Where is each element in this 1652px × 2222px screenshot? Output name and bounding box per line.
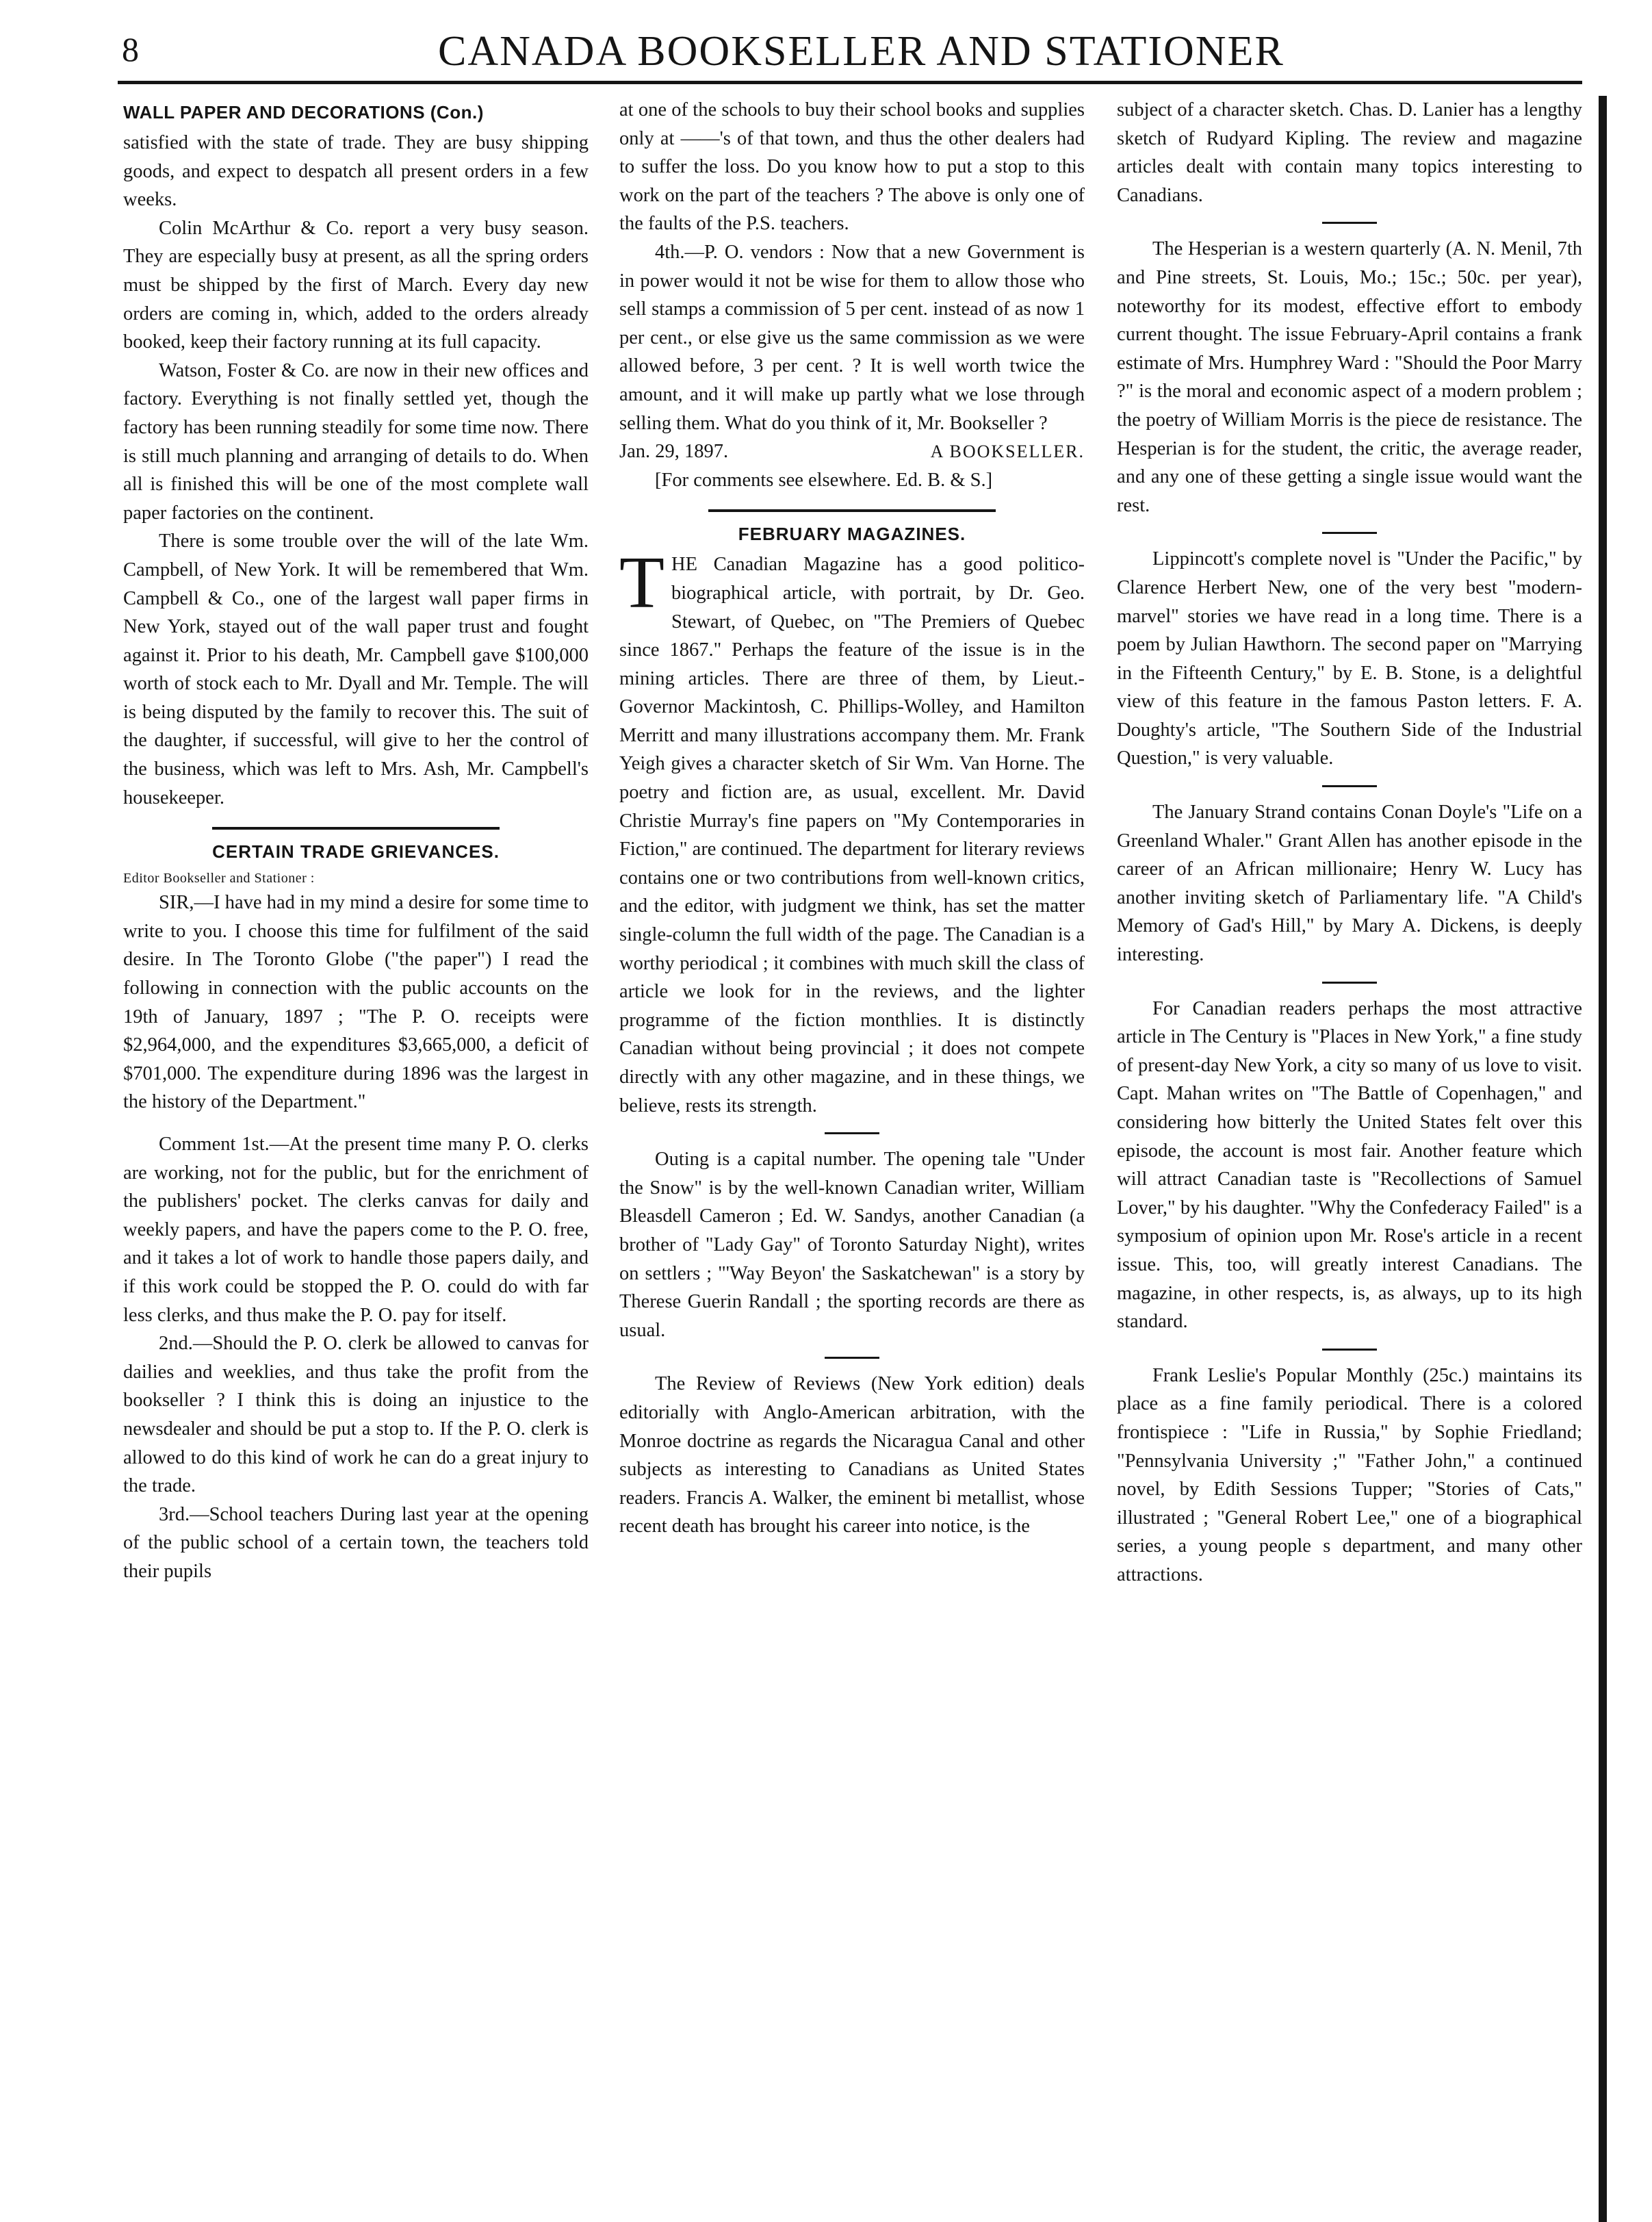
paragraph: 4th.—P. O. vendors : Now that a new Government is in power would it not be wise for them to allow those who sell stamps a commission of 5 per cent. instead of as now 1 per cent., or else give us the same commission as we were allowed before, 3 per cent. ? It is well worth twice the amount, and it will make up partly what we lose through selling them. What do you think of it, Mr. Bookseller ?	[619, 241, 1085, 434]
item-divider	[1322, 532, 1377, 534]
section-heading-february-magazines: FEBRUARY MAGAZINES.	[738, 524, 966, 545]
paragraph: Outing is a capital number. The opening tale "Under the Snow" is by the well-known Canadian writer, William Bleasdell Cameron ; Ed. W. Sandys, another Canadian (a brother of "Lady Gay" of Toronto Saturday Night), writes on settlers ; "'Way Beyon' the Saskatchewan" is a story by Therese Guerin Randall ; the sporting records are there as usual.	[619, 1149, 1085, 1341]
paragraph: For Canadian readers perhaps the most attractive article in The Century is "Places in New York," a fine study of present-day New York, a city so many of us love to visit. Capt. Mahan writes on "The Battle of Copenhagen," and considering how bitterly the United States felt over this episode, the account is most fair. Another feature which will attract Canadian taste is "Recollections of Samuel Lover," by his daughter. "Why the Confederacy Failed" is a symposium of opinion upon Mr. Rose's article in a recent issue. This, too, will greatly interest Canadians. The magazine, in other respects, is, as always, up to its high standard.	[1117, 997, 1582, 1333]
paragraph: The Hesperian is a western quarterly (A. N. Menil, 7th and Pine streets, St. Louis, Mo.; 15c.; 50c. per year), noteworthy for its modest, effective effort to embody current thought. The issue February-April contains a frank estimate of Mrs. Humphrey Ward : "Should the Poor Marry ?" is the moral and economic aspect of a modern problem ; the poetry of William Morris is the piece de resistance. The Hesperian is for the student, the critic, the average reader, and any one of these getting a single issue would want the rest.	[1117, 238, 1582, 516]
paragraph: Colin McArthur & Co. report a very busy season. They are especially busy at present, as all the spring orders must be shipped by the first of March. Every day new orders are coming in, which, added to the orders already booked, keep their factory running at its full capacity.	[123, 217, 589, 353]
paragraph: subject of a character sketch. Chas. D. Lanier has a lengthy sketch of Rudyard Kipling. The review and magazine articles dealt with contain many topics interesting to Canadians.	[1117, 99, 1582, 206]
page-edge-bar	[1599, 96, 1607, 2222]
paragraph: Watson, Foster & Co. are now in their new offices and factory. Everything is not finally settled yet, though the factory has been running steadily for some time now. There is still much planning and arranging of details to do. When all is finished this will be one of the most complete wall paper factories on the continent.	[123, 359, 589, 524]
page-number: 8	[122, 30, 139, 68]
paragraph: There is some trouble over the will of the late Wm. Campbell, of New York. It will be remembered that Wm. Campbell & Co., one of the largest wall paper firms in New York, stayed out of the wall paper trust and fought against it. Prior to his death, Mr. Campbell gave $100,000 worth of stock each to Mr. Dyall and Mr. Temple. The will is being disputed by the family to recover this. The suit of the daughter, if successful, will give to her the control of the business, which was left to Mrs. Ash, Mr. Campbell's housekeeper.	[123, 531, 589, 808]
item-divider	[825, 1132, 879, 1134]
letter-date: Jan. 29, 1897.	[619, 441, 729, 463]
section-divider	[708, 509, 996, 512]
letter-signer: A BOOKSELLER.	[930, 442, 1085, 462]
paragraph	[619, 542, 1085, 1120]
paragraph: 2nd.—Should the P. O. clerk be allowed to canvas for dailies and weeklies, and thus take the profit from the bookseller ? I think this is doing an injustice to the newsdealer and should be put a stop to. If the P. O. clerk is allowed to do this kind of work he can do a great injury to the trade.	[123, 1333, 589, 1497]
column-3	[1117, 96, 1582, 2204]
page-title: CANADA BOOKSELLER AND STATIONER	[438, 28, 1285, 75]
top-rule	[118, 81, 1582, 84]
drop-cap: T	[619, 542, 664, 624]
item-divider	[825, 1357, 879, 1359]
column-2	[619, 96, 1085, 2204]
letter-signature	[619, 437, 1085, 466]
section-divider	[212, 827, 500, 830]
editor-note: [For comments see elsewhere. Ed. B. & S.]	[655, 469, 993, 491]
paragraph: The January Strand contains Conan Doyle's "Life on a Greenland Whaler." Grant Allen has another episode in the career of an African millionaire; Henry W. Lucy has another inviting sketch of Parliamentary life. "A Child's Memory of Gad's Hill," by Mary A. Dickens, is deeply interesting.	[1117, 802, 1582, 966]
letter-salutation-heading: Editor Bookseller and Stationer :	[123, 871, 315, 886]
item-divider	[1322, 982, 1377, 984]
column-1	[123, 96, 589, 2204]
section-heading-wall-paper: WALL PAPER AND DECORATIONS (Con.)	[123, 102, 484, 123]
paragraph: Lippincott's complete novel is "Under the Pacific," by Clarence Herbert New, one of the very best "modern-marvel" stories we have read in a long time. There is a poem by Julian Hawthorn. The second paper on "Marrying in the Fifteenth Century," by E. B. Stone, is a delightful view of this feature in the famous Paston letters. F. A. Doughty's article, "The Southern Side of the Industrial Question," is very valuable.	[1117, 548, 1582, 769]
paragraph: SIR,—I have had in my mind a desire for some time to write to you. I choose this time for fulfilment of the said desire. In The Toronto Globe ("the paper") I read the following in connection with the public accounts on the 19th of January, 1897 ; "The P. O. receipts were $2,964,000, and the expenditures $3,665,000, a deficit of $701,000. The expenditure during 1896 was the largest in the history of the Department."	[123, 892, 589, 1113]
paragraph: The Review of Reviews (New York edition) deals editorially with Anglo-American arbitration, with the Monroe doctrine as regards the Nicaragua Canal and other subjects as interesting to Canadians as United States readers. Francis A. Walker, the eminent bi metallist, whose recent death has brought his career into notice, is the	[619, 1373, 1085, 1537]
item-divider	[1322, 222, 1377, 224]
item-divider	[1322, 1349, 1377, 1351]
paragraph: 3rd.—School teachers During last year at the opening of the public school of a certain town, the teachers told their pupils	[123, 1503, 589, 1582]
item-divider	[1322, 785, 1377, 787]
paragraph: at one of the schools to buy their school books and supplies only at ——'s of that town, and thus the other dealers had to suffer the loss. Do you know how to put a stop to this work on the part of the teachers ? The above is only one of the faults of the P.S. teachers.	[619, 99, 1085, 235]
paragraph: Frank Leslie's Popular Monthly (25c.) maintains its place as a fine family periodical. There is a colored frontispiece : "Life in Russia," by Sophie Friedland; "Pennsylvania University ;" "Father John," a continued novel, by Edith Sessions Tupper; "Stories of Cats," illustrated ; "General Robert Lee," one of a biographical series, a young people s department, and many other attractions.	[1117, 1364, 1582, 1585]
section-heading-trade-grievances: CERTAIN TRADE GRIEVANCES.	[212, 841, 500, 863]
paragraph: Comment 1st.—At the present time many P. O. clerks are working, not for the public, but for the enrichment of the publishers' pocket. The clerks canvas for daily and weekly papers, and have the papers come to the P. O. free, and it takes a lot of work to handle those papers daily, and if this work could be stopped the P. O. could do with far less clerks, and thus make the P. O. pay for itself.	[123, 1134, 589, 1326]
paragraph: satisfied with the state of trade. They are busy shipping goods, and expect to despatch all present orders in a few weeks.	[123, 132, 589, 211]
paragraph-text: HE Canadian Magazine has a good politico-biographical article, with portrait, by Dr. Geo. Stewart, of Quebec, on "The Premiers of Quebec since 1867." Perhaps the feature of the issue is in the mining articles. There are three of them, by Lieut.-Governor Mackintosh, C. Phillips-Wolley, and Hamilton Merritt and many illustrations accompany them. Mr. Frank Yeigh gives a character sketch of Sir Wm. Van Horne. The poetry and fiction are, as usual, excellent. Mr. David Christie Murray's fine papers on "My Contemporaries in Fiction," are continued. The department for literary reviews contains one or two contributions from well-known critics, and the editor, with judgment we think, has set the matter single-column the full width of the page. The Canadian is a worthy periodical ; it combines with much skill the class of article we look for in the reviews, and the lighter programme of the fiction monthlies. It is distinctly Canadian without being provincial ; it does not compete directly with any other magazine, and in these things, we believe, rests its strength.	[619, 554, 1085, 1116]
